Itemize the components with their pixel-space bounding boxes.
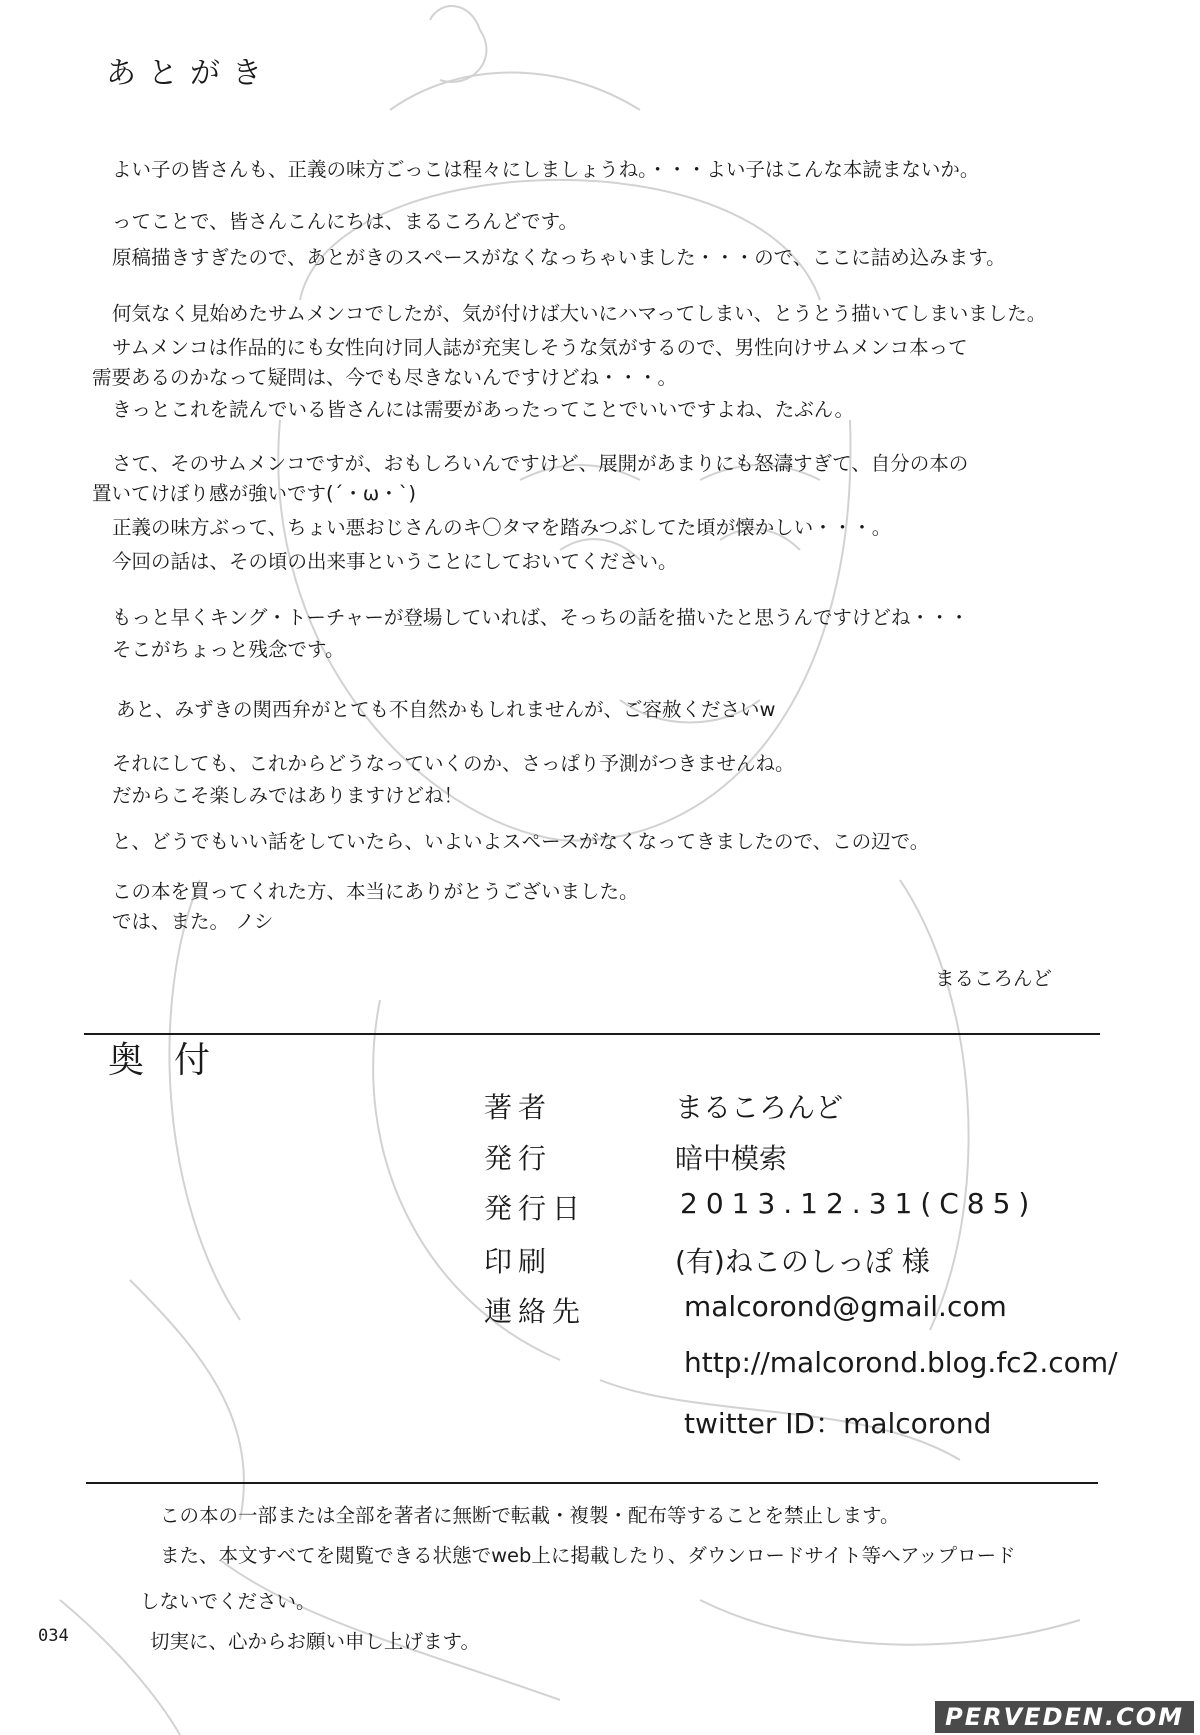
- afterword-line: それにしても、これからどうなっていくのか、さっぱり予測がつきませんね。: [112, 752, 795, 775]
- colophon-label-contact: 連絡先: [484, 1295, 587, 1328]
- afterword-title: あとがき: [106, 56, 274, 91]
- afterword-line: よい子の皆さんも、正義の味方ごっこは程々にしましょうね。・・・よい子はこんな本読まないか。: [112, 158, 980, 181]
- afterword-line: そこがちょっと残念です。: [112, 638, 345, 661]
- afterword-line: 原稿描きすぎたので、あとがきのスペースがなくなっちゃいました・・・ので、ここに詰め込みます。: [112, 246, 1006, 269]
- afterword-line: サムメンコは作品的にも女性向け同人誌が充実しそうな気がするので、男性向けサムメンコ本って: [112, 336, 968, 359]
- site-watermark: PERVEDEN.COM: [935, 1701, 1194, 1733]
- afterword-line: 正義の味方ぶって、ちょい悪おじさんのキ〇タマを踏みつぶしてた頃が懐かしい・・・。: [112, 516, 892, 539]
- colophon-label-author: 著者: [484, 1091, 553, 1124]
- legal-line: また、本文すべてを閲覧できる状態でweb上に掲載したり、ダウンロードサイト等へアップロード: [160, 1544, 1016, 1567]
- colophon-value-printer: (有)ねこのしっぽ 様: [675, 1245, 930, 1278]
- afterword-line: さて、そのサムメンコですが、おもしろいんですけど、展開があまりにも怒濤すぎて、自分の本の: [112, 452, 969, 475]
- afterword-line: あと、みずきの関西弁がとても不自然かもしれませんが、ご容赦くださいw: [116, 698, 776, 721]
- afterword-line: きっとこれを読んでいる皆さんには需要があったってことでいいですよね、たぶん。: [112, 398, 854, 421]
- afterword-line: だからこそ楽しみではありますけどね！: [112, 784, 464, 807]
- legal-line: 切実に、心からお願い申し上げます。: [150, 1630, 480, 1653]
- page-number: 034: [38, 1626, 69, 1646]
- colophon-value-date: 2013.12.31(C85): [680, 1187, 1038, 1220]
- colophon-value-email: malcorond@gmail.com: [684, 1290, 1007, 1323]
- colophon-title: 奥付: [108, 1040, 241, 1081]
- afterword-line: 需要あるのかなって疑問は、今でも尽きないんですけどね・・・。: [92, 366, 678, 389]
- afterword-line: もっと早くキング・トーチャーが登場していれば、そっちの話を描いたと思うんですけどね・・・: [112, 606, 969, 629]
- legal-top-rule: [86, 1482, 1098, 1484]
- legal-line: しないでください。: [140, 1590, 316, 1613]
- legal-line: この本の一部または全部を著者に無断で転載・複製・配布等することを禁止します。: [160, 1504, 900, 1527]
- afterword-line: ってことで、皆さんこんにちは、まるころんどです。: [112, 210, 579, 233]
- afterword-signature: まるころんど: [935, 967, 1053, 990]
- colophon-label-printer: 印刷: [484, 1245, 553, 1278]
- colophon-value-twitter: twitter ID：malcorond: [684, 1407, 992, 1440]
- colophon-value-author: まるころんど: [675, 1091, 844, 1124]
- colophon-label-date: 発行日: [484, 1192, 587, 1225]
- colophon-value-publisher: 暗中模索: [675, 1142, 788, 1175]
- afterword-line: では、また。 ノシ: [112, 910, 274, 933]
- afterword-line: 置いてけぼり感が強いです(´・ω・`): [92, 482, 417, 505]
- colophon-label-publisher: 発行: [484, 1142, 553, 1175]
- afterword-line: 今回の話は、その頃の出来事ということにしておいてください。: [112, 550, 678, 573]
- afterword-line: と、どうでもいい話をしていたら、いよいよスペースがなくなってきましたので、この辺で。: [112, 830, 930, 853]
- colophon-value-blog: http://malcorond.blog.fc2.com/: [684, 1346, 1118, 1379]
- afterword-line: この本を買ってくれた方、本当にありがとうございました。: [112, 880, 639, 903]
- afterword-line: 何気なく見始めたサムメンコでしたが、気が付けば大いにハマってしまい、とうとう描いてしまいました。: [112, 302, 1047, 325]
